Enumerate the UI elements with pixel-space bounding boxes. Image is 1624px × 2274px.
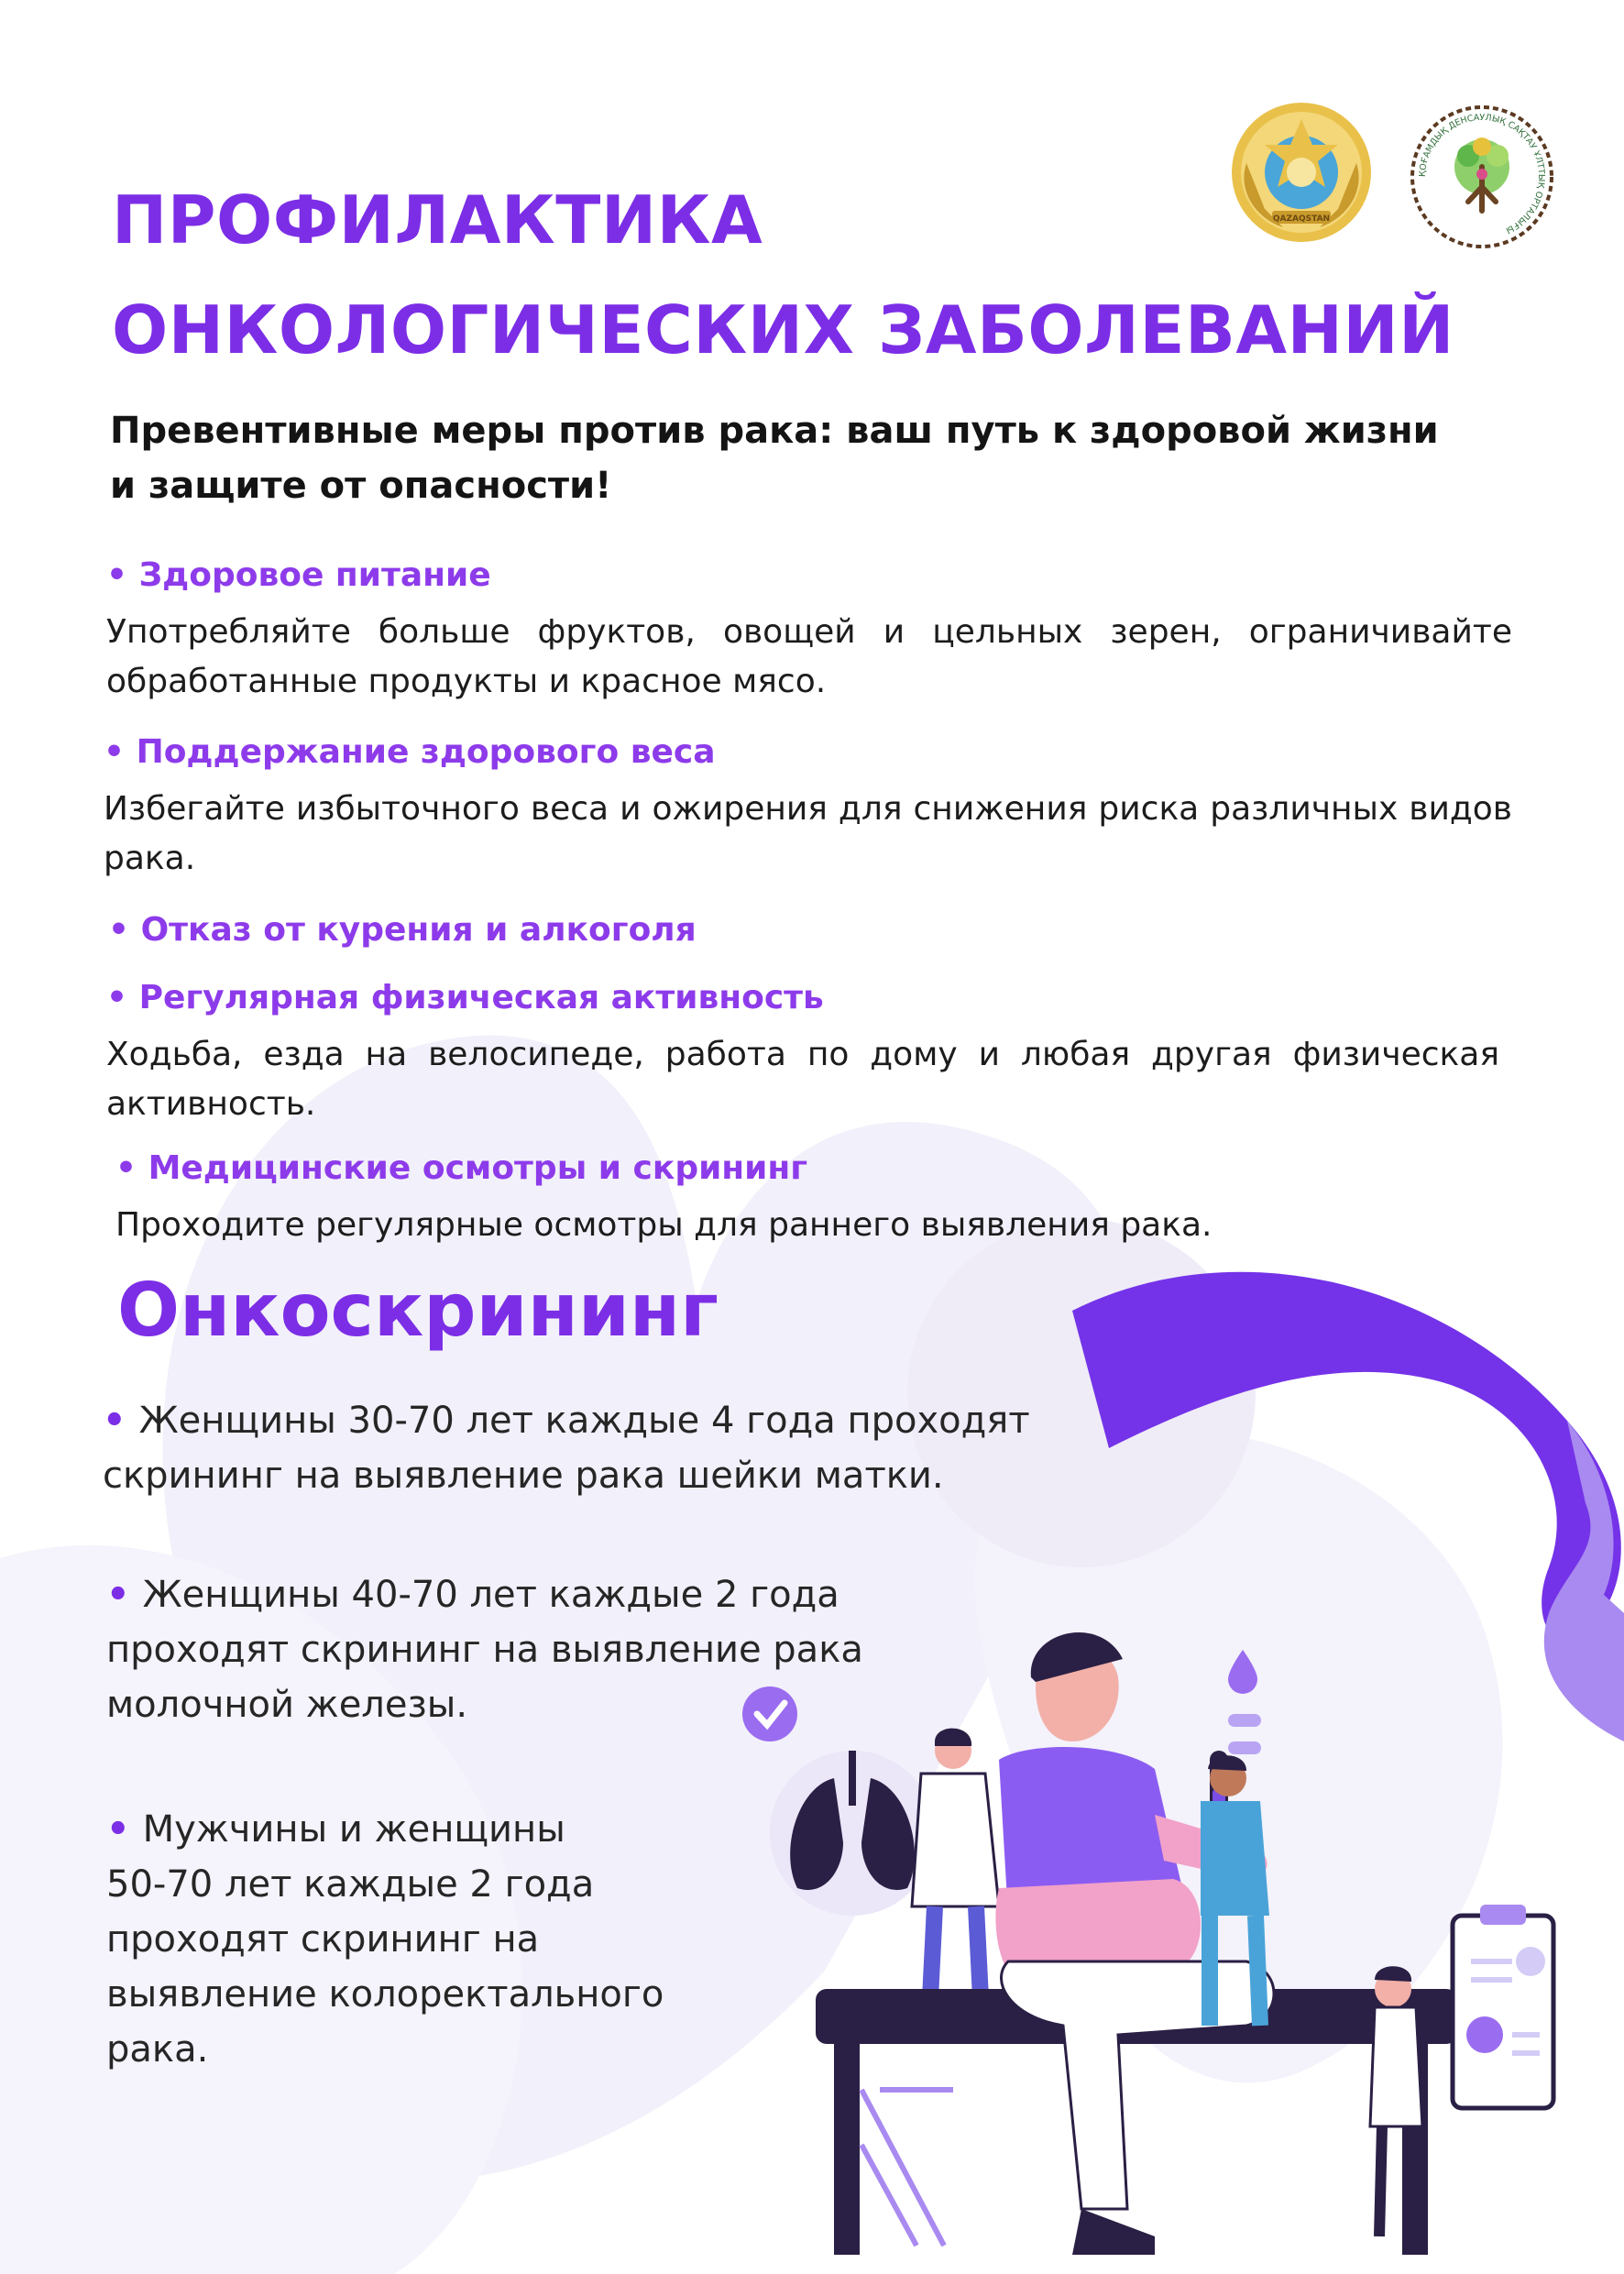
- section-heading: • Поддержание здорового веса: [104, 733, 716, 771]
- screening-line: молочной железы.: [106, 1684, 468, 1726]
- screening-line: проходят скрининг на выявление рака: [106, 1629, 863, 1671]
- prevention-section-0: [106, 553, 1512, 707]
- section-body: Избегайте избыточного веса и ожирения для снижения риска различных видов рака.: [104, 790, 1512, 877]
- page-subtitle: Превентивные меры против рака: ваш путь к здоровой жизни и защите от опасности!: [110, 410, 1439, 507]
- clipboard-icon: [1453, 1905, 1553, 2108]
- screening-item-1: [106, 1567, 863, 1732]
- prevention-section-4: [115, 1146, 1509, 1250]
- section-body: Употребляйте больше фруктов, овощей и цельных зерен, ограничивайте обработанные продукты и красное мясо.: [106, 613, 1512, 700]
- screening-line: • Женщины 40-70 лет каждые 2 года: [106, 1574, 839, 1616]
- screening-line: • Женщины 30-70 лет каждые 4 года проходят: [103, 1400, 1030, 1442]
- section-heading: • Медицинские осмотры и скрининг: [115, 1149, 808, 1187]
- section-heading: • Здоровое питание: [106, 556, 491, 594]
- prevention-section-1: [104, 730, 1512, 884]
- screening-line: выявление колоректального: [106, 1973, 664, 2016]
- screening-heading: Онкоскрининг: [117, 1268, 719, 1353]
- title-line-1: ПРОФИЛАКТИКА: [112, 181, 763, 258]
- screening-line: скрининг на выявление рака шейки матки.: [103, 1455, 944, 1497]
- screening-line: проходят скрининг на: [106, 1918, 540, 1961]
- emblem-text: QAZAQSTAN: [1272, 214, 1331, 224]
- center-ring-text: ҚОҒАМДЫҚ ДЕНСАУЛЫҚ САҚТАУ ҰЛТТЫҚ ОРТАЛЫҒЫ: [1417, 112, 1547, 236]
- screening-item-0: [103, 1393, 1030, 1503]
- doctor-figure-left: [912, 1729, 999, 2005]
- state-emblem-logo: [1228, 99, 1375, 246]
- screening-item-2: [106, 1802, 664, 2077]
- prevention-section-3: [106, 975, 1499, 1129]
- screening-line: 50-70 лет каждые 2 года: [106, 1863, 595, 1906]
- section-heading: • Отказ от курения и алкоголя: [108, 911, 697, 949]
- screening-line: рака.: [106, 2028, 209, 2071]
- section-body: Ходьба, езда на велосипеде, работа по дому и любая другая физическая активность.: [106, 1036, 1499, 1123]
- doctor-figure-right: [1370, 1966, 1422, 2236]
- section-body: Проходите регулярные осмотры для раннего выявления рака.: [115, 1206, 1213, 1244]
- prevention-section-2: [108, 907, 1510, 953]
- section-heading: • Регулярная физическая активность: [106, 979, 824, 1016]
- title-line-2: ОНКОЛОГИЧЕСКИХ ЗАБОЛЕВАНИЙ: [112, 291, 1454, 368]
- screening-line: • Мужчины и женщины: [106, 1808, 565, 1851]
- health-center-logo: [1408, 103, 1556, 251]
